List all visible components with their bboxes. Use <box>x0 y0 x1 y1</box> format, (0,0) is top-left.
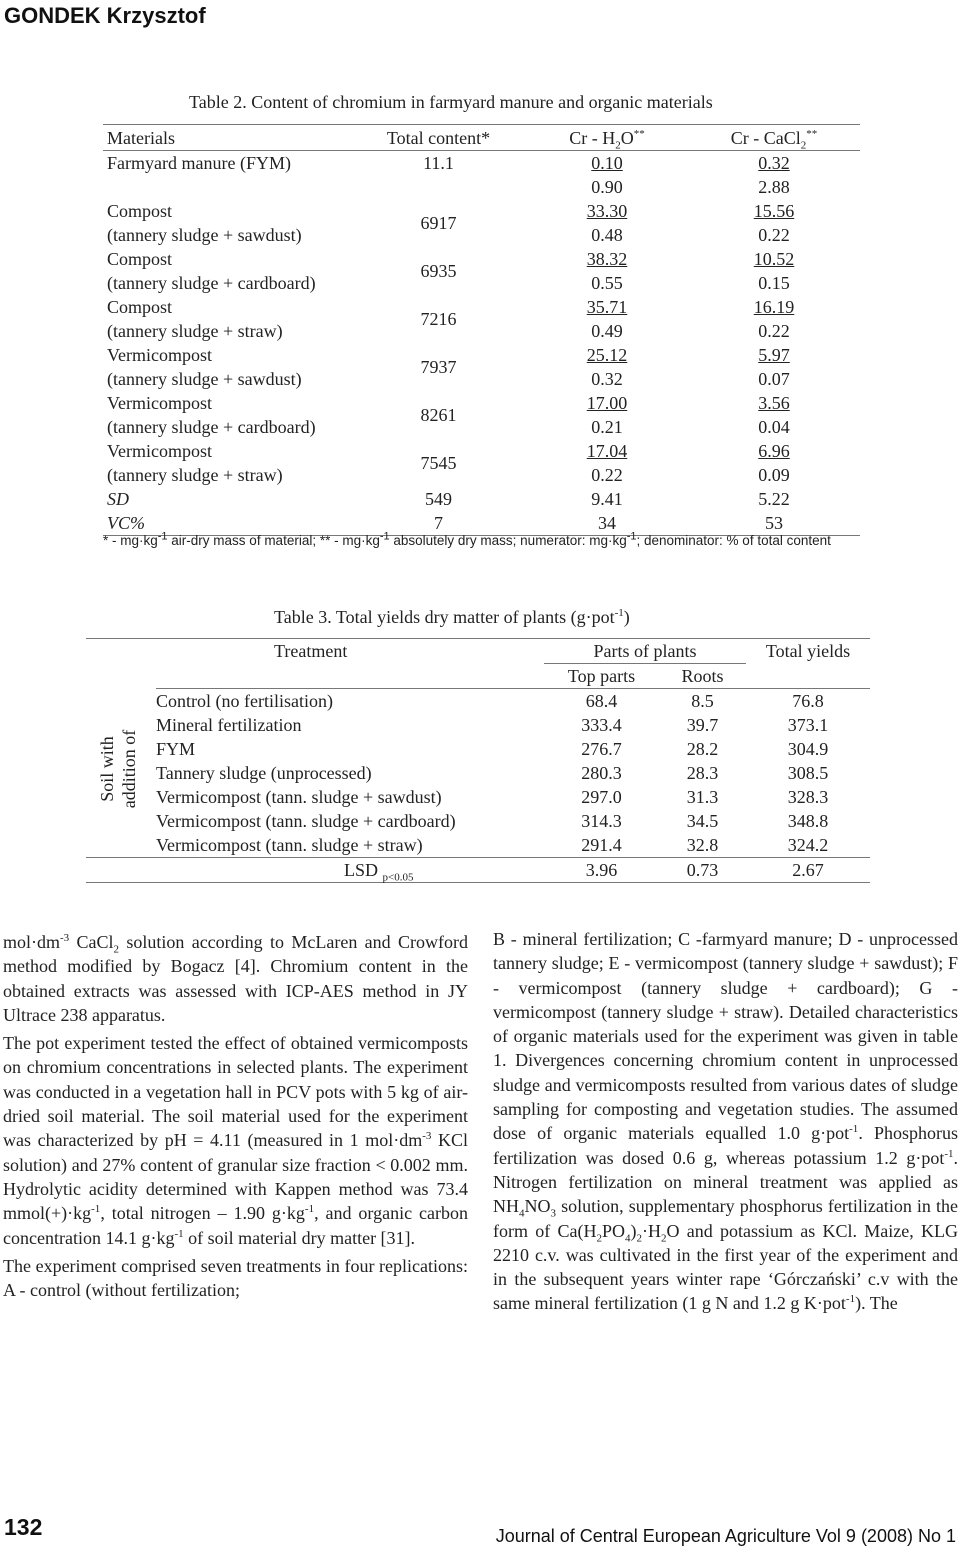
cr-h2o-denominator: 0.21 <box>591 417 623 437</box>
roots-value: 31.3 <box>686 787 719 807</box>
cr-cacl2-numerator: 3.56 <box>758 393 790 413</box>
cr-cacl2-denominator: 0.07 <box>758 369 790 389</box>
journal-footer: Journal of Central European Agriculture Vol 9 (2008) No 1 <box>495 1526 956 1546</box>
table2 <box>103 124 860 536</box>
top-parts-value: 297.0 <box>581 787 622 807</box>
paragraph: The pot experiment tested the effect of obtained vermicomposts on chromium concentrations in selected plants. The experiment was conducted in a vegetation hall in PCV pots with 5 kg of air-dried soil material. The soil material used for the experiment was characterized by pH = 4.11 (measured in 1 $mol\cdot dm^{-3}$ KCl solution) and 27% content of granular size fraction < 0.002 mm. Hydrolytic acidity determined with Kappen method was 73.4 $mmol(+)\cdot kg^{-1}$, total nitrogen – 1.90 $g\cdot kg^{-1}$, and organic carbon concentration 14.1 $g\cdot kg^{-1}$ of soil material dry matter [31]. <box>3 1033 468 1248</box>
side-label: Soil with addition of <box>97 729 139 809</box>
roots-value: 8.5 <box>691 691 714 711</box>
table2-footnote: * - $mg\cdot kg^{-1}$ air-dry mass of material; ** - $mg\cdot kg^{-1}$ absolutely dry mass; numerator: $mg\cdot kg^{-1}$; denominator: % of total content <box>103 530 831 548</box>
table-row <box>103 151 860 176</box>
material-name: Vermicompost <box>107 345 212 365</box>
cr-cacl2-numerator: 16.19 <box>753 297 795 317</box>
top-parts-value: 333.4 <box>581 715 622 735</box>
header-roots: Roots <box>659 664 746 689</box>
material-detail: (tannery sludge + sawdust) <box>107 369 302 389</box>
treatment-name: Control (no fertilisation) <box>156 691 333 711</box>
header-materials: Materials <box>103 125 351 151</box>
cr-cacl2-numerator: 0.32 <box>758 153 790 173</box>
table-row <box>103 199 860 223</box>
lsd-top-parts: 3.96 <box>544 858 659 883</box>
material-name: Compost <box>107 297 173 317</box>
cr-cacl2-denominator: 0.22 <box>758 225 790 245</box>
table-row <box>103 391 860 415</box>
cr-cacl2-numerator: 15.56 <box>753 201 795 221</box>
header-parts-of-plants: Parts of plants <box>544 639 746 664</box>
lsd-roots: 0.73 <box>659 858 746 883</box>
total-content: 7216 <box>420 309 457 329</box>
cr-h2o-denominator: 0.49 <box>591 321 623 341</box>
table-row <box>86 809 870 833</box>
left-column <box>3 930 468 1306</box>
header-top-parts: Top parts <box>544 664 659 689</box>
total-yield-value: 304.9 <box>787 739 829 759</box>
header-total-content: Total content* <box>351 125 526 151</box>
cr-h2o-denominator: 0.90 <box>591 177 623 197</box>
total-yield-value: 76.8 <box>792 691 824 711</box>
lsd-total-yields: 2.67 <box>746 858 870 883</box>
table3-caption: Table 3. Total yields dry matter of plants (g·pot$^{-1}$) <box>274 607 630 627</box>
total-content: 7937 <box>420 357 457 377</box>
sd-row <box>103 487 860 511</box>
cr-h2o-numerator: 33.30 <box>586 201 628 221</box>
header-cr-cacl2: Cr - CaCl$_2$** <box>688 125 860 151</box>
cr-h2o-numerator: 17.04 <box>586 441 628 461</box>
material-detail: (tannery sludge + cardboard) <box>107 273 316 293</box>
material-detail: (tannery sludge + straw) <box>107 321 283 341</box>
material-detail: (tannery sludge + straw) <box>107 465 283 485</box>
treatment-name: FYM <box>156 739 196 759</box>
table-row <box>86 689 870 714</box>
table3-subheader-row <box>86 664 870 689</box>
cr-cacl2-denominator: 2.88 <box>758 177 790 197</box>
lsd-label: LSD $_{p<0.05}$ <box>156 858 544 883</box>
total-yield-value: 324.2 <box>787 835 829 855</box>
table-row <box>86 761 870 785</box>
paragraph: $mol\cdot dm^{-3}$ CaCl$_2$ solution according to McLaren and Crowford method modified by Bogacz [4]. Chromium content in the obtained extracts was assessed with ICP-AES method in JY Ultrace 238 apparatus. <box>3 932 468 1025</box>
header-cr-h2o: Cr - $H_2O^{**}$ <box>526 125 688 151</box>
table-row <box>86 737 870 761</box>
cr-cacl2-denominator: 0.09 <box>758 465 790 485</box>
total-yield-value: 373.1 <box>787 715 829 735</box>
total-yield-value: 348.8 <box>787 811 829 831</box>
total-content: 8261 <box>420 405 457 425</box>
table-row <box>86 713 870 737</box>
cr-h2o-denominator: 0.32 <box>591 369 623 389</box>
roots-value: 39.7 <box>686 715 719 735</box>
cr-h2o-denominator: 0.22 <box>591 465 623 485</box>
sd-total: 549 <box>425 489 452 509</box>
material-name: Compost <box>107 201 173 221</box>
treatment-name: Tannery sludge (unprocessed) <box>156 763 372 783</box>
lsd-row <box>86 858 870 883</box>
table-row <box>103 343 860 367</box>
top-parts-value: 314.3 <box>581 811 622 831</box>
table3 <box>86 638 870 883</box>
cr-cacl2-numerator: 10.52 <box>753 249 795 269</box>
cr-h2o-denominator: 0.48 <box>591 225 623 245</box>
roots-value: 28.2 <box>686 739 719 759</box>
total-yield-value: 328.3 <box>787 787 829 807</box>
roots-value: 34.5 <box>686 811 719 831</box>
paragraph: The experiment comprised seven treatments in four replications: A - control (without fertilization; <box>3 1255 468 1301</box>
top-parts-value: 280.3 <box>581 763 622 783</box>
author-header: GONDEK Krzysztof <box>4 3 206 28</box>
cr-cacl2-denominator: 0.04 <box>758 417 790 437</box>
treatment-name: Mineral fertilization <box>156 715 302 735</box>
material-detail: (tannery sludge + sawdust) <box>107 225 302 245</box>
cr-h2o-numerator: 0.10 <box>591 153 623 173</box>
material-name: Vermicompost <box>107 441 212 461</box>
header-total-yields: Total yields <box>746 639 870 664</box>
table-row <box>103 175 860 199</box>
table-row <box>86 785 870 809</box>
material-name: Vermicompost <box>107 393 212 413</box>
table-row <box>103 439 860 463</box>
vc-cacl2: 53 <box>688 511 860 536</box>
cr-h2o-numerator: 35.71 <box>586 297 628 317</box>
treatment-name: Vermicompost (tann. sludge + straw) <box>156 835 423 855</box>
vc-label: VC% <box>103 511 351 536</box>
roots-value: 32.8 <box>686 835 719 855</box>
cr-h2o-numerator: 38.32 <box>586 249 628 269</box>
cr-cacl2-numerator: 5.97 <box>758 345 790 365</box>
total-content: 6917 <box>420 213 457 233</box>
table2-caption: Table 2. Content of chromium in farmyard manure and organic materials <box>189 92 713 112</box>
table2-header-row <box>103 125 860 151</box>
cr-cacl2-denominator: 0.22 <box>758 321 790 341</box>
total-content: 7545 <box>420 453 457 473</box>
total-content: 6935 <box>420 261 457 281</box>
header-treatment: Treatment <box>156 639 544 664</box>
total-yield-value: 308.5 <box>787 763 829 783</box>
page-number: 132 <box>4 1514 43 1540</box>
table-row <box>86 833 870 858</box>
table-row <box>103 295 860 319</box>
material-detail: (tannery sludge + cardboard) <box>107 417 316 437</box>
cr-h2o-denominator: 0.55 <box>591 273 623 293</box>
table-row <box>103 247 860 271</box>
table3-header-row <box>86 639 870 664</box>
top-parts-value: 291.4 <box>581 835 622 855</box>
treatment-name: Vermicompost (tann. sludge + cardboard) <box>156 811 456 831</box>
cr-h2o-numerator: 17.00 <box>586 393 628 413</box>
material-name: Compost <box>107 249 173 269</box>
sd-cacl2: 5.22 <box>758 489 790 509</box>
cr-cacl2-numerator: 6.96 <box>758 441 790 461</box>
top-parts-value: 276.7 <box>581 739 622 759</box>
sd-label: SD <box>107 489 129 509</box>
total-content: 11.1 <box>423 153 454 173</box>
material-name: Farmyard manure (FYM) <box>107 153 291 173</box>
sd-h2o: 9.41 <box>591 489 623 509</box>
vc-h2o: 34 <box>526 511 688 536</box>
roots-value: 28.3 <box>686 763 719 783</box>
top-parts-value: 68.4 <box>585 691 618 711</box>
right-column <box>493 927 958 1320</box>
paragraph: B - mineral fertilization; C -farmyard manure; D - unprocessed tannery sludge; E - vermicompost (tannery sludge + sawdust); F - vermicompost (tannery sludge + cardboard); G - vermicompost (tannery sludge + straw). Detailed characteristics of organic materials used for the experiment was given in table 1. Divergences concerning chromium content in unprocessed sludge and vermicomposts resulted from various dates of sludge sampling for composting and vegetation studies. The assumed dose of organic materials equalled 1.0 g·pot$^{-1}$. Phosphorus fertilization was dosed 0.6 g, whereas potassium 1.2 g·pot$^{-1}$. Nitrogen fertilization on mineral treatment was applied as $NH_4NO_3$ solution, supplementary phosphorus fertilization in the form of $Ca(H_2PO_4)_2\cdot H_2O$ and potassium as KCl. Maize, KLG 2210 c.v. was cultivated in the first year of the experiment and in the subsequent years winter rape ‘Górczański’ c.v with the same mineral fertilization (1 g N and 1.2 g K·pot$^{-1}$). The <box>493 929 959 1314</box>
treatment-name: Vermicompost (tann. sludge + sawdust) <box>156 787 442 807</box>
cr-cacl2-denominator: 0.15 <box>758 273 790 293</box>
vc-total: 7 <box>351 511 526 536</box>
cr-h2o-numerator: 25.12 <box>586 345 628 365</box>
